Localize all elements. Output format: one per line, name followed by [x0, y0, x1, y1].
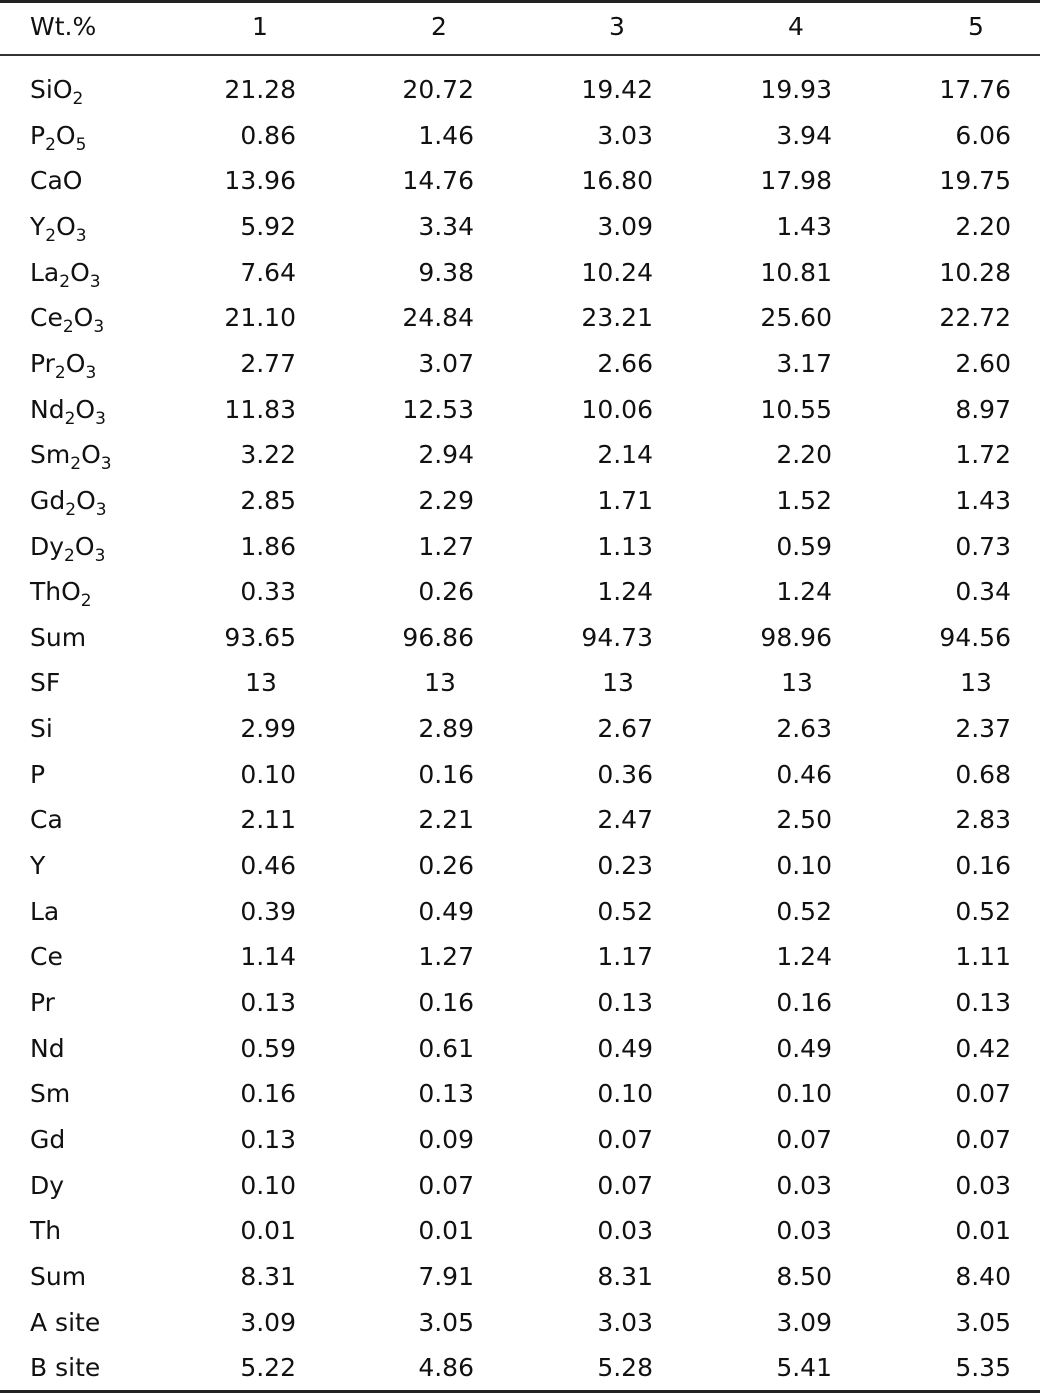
row-label [30, 569, 92, 614]
row-label [30, 113, 86, 158]
cell-col-3: 3.03 [597, 1307, 653, 1337]
cell-col-4: 3.09 [776, 1307, 832, 1337]
table-row [0, 843, 1040, 888]
cell-col-5: 19.75 [939, 166, 1011, 196]
label-text: Si [30, 714, 53, 744]
table-row [0, 204, 1040, 249]
cell-col-5: 0.73 [955, 531, 1011, 561]
table-row [0, 432, 1040, 477]
label-subscript: 3 [95, 408, 106, 429]
cell-col-3: 3.03 [597, 120, 653, 150]
row-label [30, 1163, 64, 1208]
cell-col-5: 13 [960, 668, 992, 698]
label-subscript: 2 [62, 317, 74, 338]
cell-col-5: 0.16 [955, 851, 1011, 881]
cell-col-5: 17.76 [939, 75, 1011, 104]
table-row [0, 889, 1040, 934]
cell-col-2: 0.07 [418, 1170, 474, 1200]
cell-col-1: 1.14 [240, 942, 296, 972]
label-subscript: 3 [94, 545, 106, 566]
cell-col-2: 0.26 [418, 577, 474, 607]
label-subscript: 3 [100, 454, 112, 475]
label-text: Dy [30, 1170, 65, 1200]
cell-col-2: 3.34 [418, 211, 474, 241]
row-label [30, 660, 60, 705]
cell-col-5: 2.60 [955, 348, 1011, 378]
cell-col-4: 10.81 [760, 257, 832, 287]
table-bottom-rule [0, 1390, 1040, 1393]
label-text: Sum [30, 622, 87, 652]
cell-col-3: 5.28 [597, 1353, 653, 1383]
table-row [0, 615, 1040, 660]
label-text: Ce [30, 303, 63, 333]
label-text: P [30, 120, 46, 150]
cell-col-5: 2.83 [955, 805, 1011, 835]
table-row [0, 706, 1040, 751]
cell-col-4: 0.10 [776, 1079, 832, 1109]
cell-col-2: 1.27 [418, 531, 474, 561]
cell-col-3: 0.03 [597, 1216, 653, 1246]
cell-col-5: 0.01 [955, 1216, 1011, 1246]
cell-col-5: 10.28 [939, 257, 1011, 287]
cell-col-2: 4.86 [418, 1353, 474, 1383]
table-row [0, 1117, 1040, 1162]
cell-col-1: 21.10 [224, 303, 296, 333]
label-text: ThO [30, 577, 81, 607]
label-subscript: 2 [64, 408, 76, 429]
label-text: Sm [30, 1079, 71, 1109]
cell-col-2: 24.84 [402, 303, 474, 333]
label-subscript: 2 [65, 499, 77, 520]
cell-col-1: 0.16 [240, 1079, 296, 1109]
cell-col-3: 0.36 [597, 759, 653, 789]
label-subscript: 3 [93, 317, 105, 338]
cell-col-2: 20.72 [402, 75, 474, 104]
row-label [30, 341, 96, 386]
table-row [0, 934, 1040, 979]
cell-col-1: 0.59 [240, 1033, 296, 1063]
cell-col-3: 0.13 [597, 988, 653, 1017]
cell-col-3: 0.07 [597, 1124, 653, 1154]
row-label [30, 1026, 65, 1071]
cell-col-4: 2.63 [776, 714, 832, 744]
cell-col-2: 3.07 [418, 348, 474, 378]
cell-col-4: 1.24 [776, 577, 832, 607]
label-text: Pr [30, 348, 55, 378]
cell-col-5: 0.42 [955, 1033, 1011, 1063]
label-text: O [76, 485, 96, 515]
cell-col-1: 13 [245, 668, 277, 698]
cell-col-1: 1.86 [240, 531, 296, 561]
row-label [30, 1345, 100, 1390]
cell-col-5: 22.72 [939, 303, 1011, 333]
cell-col-3: 1.71 [597, 485, 653, 515]
cell-col-1: 21.28 [224, 75, 296, 104]
label-subscript: 2 [70, 454, 82, 475]
cell-col-3: 10.24 [581, 257, 653, 287]
label-subscript: 2 [59, 271, 71, 292]
label-text: Nd [30, 1033, 65, 1063]
label-text: La [30, 257, 60, 287]
row-label [30, 706, 53, 751]
label-text: B site [30, 1353, 101, 1383]
cell-col-3: 1.13 [597, 531, 653, 561]
cell-col-2: 13 [424, 668, 456, 698]
cell-col-2: 96.86 [402, 622, 474, 652]
label-text: O [81, 440, 101, 470]
row-label [30, 980, 55, 1025]
header-rule [0, 54, 1040, 56]
cell-col-1: 93.65 [224, 622, 296, 652]
label-text: Ce [30, 942, 63, 972]
row-label [30, 934, 63, 979]
row-label [30, 158, 82, 203]
table-row [0, 158, 1040, 203]
label-subscript: 3 [95, 499, 107, 520]
cell-col-5: 1.43 [955, 485, 1011, 515]
cell-col-1: 0.13 [240, 1124, 296, 1154]
cell-col-4: 2.20 [776, 440, 832, 470]
table-row [0, 1300, 1040, 1345]
table-row [0, 387, 1040, 432]
row-label [30, 432, 112, 477]
cell-col-1: 2.77 [240, 348, 296, 378]
header-col-2: 2 [431, 12, 447, 41]
cell-col-5: 0.34 [955, 577, 1011, 607]
label-text: Dy [30, 531, 65, 561]
cell-col-3: 13 [602, 668, 634, 698]
row-label [30, 1300, 100, 1345]
cell-col-4: 0.03 [776, 1216, 832, 1246]
cell-col-2: 7.91 [418, 1261, 474, 1291]
table-row [0, 797, 1040, 842]
label-text: CaO [30, 166, 83, 196]
header-col-5: 5 [968, 12, 984, 41]
table-row [0, 67, 1040, 112]
cell-col-4: 98.96 [760, 622, 832, 652]
cell-col-1: 13.96 [224, 166, 296, 196]
header-col-4: 4 [788, 12, 804, 41]
cell-col-1: 0.13 [240, 988, 296, 1017]
row-label [30, 250, 101, 295]
header-label: Wt.% [30, 12, 97, 41]
row-label [30, 797, 63, 842]
cell-col-5: 5.35 [955, 1353, 1011, 1383]
row-label [30, 478, 107, 523]
header-col-1: 1 [252, 12, 268, 41]
row-label [30, 524, 105, 569]
table-row [0, 1254, 1040, 1299]
cell-col-4: 17.98 [760, 166, 832, 196]
cell-col-3: 2.14 [597, 440, 653, 470]
cell-col-4: 0.49 [776, 1033, 832, 1063]
label-text: Y [30, 211, 46, 241]
table-row [0, 1026, 1040, 1071]
cell-col-1: 2.85 [240, 485, 296, 515]
cell-col-3: 0.10 [597, 1079, 653, 1109]
cell-col-3: 0.23 [597, 851, 653, 881]
table-row [0, 341, 1040, 386]
cell-col-4: 0.46 [776, 759, 832, 789]
cell-col-5: 3.05 [955, 1307, 1011, 1337]
label-text: O [75, 394, 96, 424]
cell-col-4: 19.93 [760, 75, 832, 104]
row-label [30, 67, 83, 112]
cell-col-3: 94.73 [581, 622, 653, 652]
label-text: Th [30, 1216, 62, 1246]
label-text: Sum [30, 1261, 87, 1291]
cell-col-2: 14.76 [402, 166, 474, 196]
cell-col-1: 7.64 [240, 257, 296, 287]
cell-col-2: 1.27 [418, 942, 474, 972]
label-text: Ca [30, 805, 63, 835]
row-label [30, 387, 106, 432]
label-subscript: 5 [75, 134, 87, 155]
cell-col-3: 2.47 [597, 805, 653, 835]
table-row [0, 1163, 1040, 1208]
label-text: P [30, 759, 46, 789]
cell-col-3: 3.09 [597, 211, 653, 241]
cell-col-5: 94.56 [939, 622, 1011, 652]
cell-col-3: 1.17 [597, 942, 653, 972]
label-text: O [73, 303, 94, 333]
label-subscript: 2 [45, 225, 57, 246]
cell-col-1: 5.22 [240, 1353, 296, 1383]
label-text: Gd [30, 1124, 66, 1154]
cell-col-2: 0.01 [418, 1216, 474, 1246]
cell-col-4: 3.17 [776, 348, 832, 378]
label-text: O [65, 348, 86, 378]
cell-col-5: 0.68 [955, 759, 1011, 789]
label-subscript: 2 [72, 89, 84, 109]
cell-col-5: 2.20 [955, 211, 1011, 241]
cell-col-2: 2.89 [418, 714, 474, 744]
table-row [0, 1345, 1040, 1390]
cell-col-1: 2.99 [240, 714, 296, 744]
label-text: O [70, 257, 90, 287]
label-text: O [74, 531, 95, 561]
cell-col-4: 10.55 [760, 394, 832, 424]
label-subscript: 2 [64, 545, 75, 566]
label-text: La [30, 896, 60, 926]
row-label [30, 1208, 61, 1253]
cell-col-5: 6.06 [955, 120, 1011, 150]
cell-col-2: 2.21 [418, 805, 474, 835]
row-label [30, 295, 104, 340]
cell-col-2: 2.29 [418, 485, 474, 515]
cell-col-3: 8.31 [597, 1261, 653, 1291]
row-label [30, 1254, 86, 1299]
cell-col-5: 0.52 [955, 896, 1011, 926]
cell-col-2: 0.09 [418, 1124, 474, 1154]
cell-col-2: 0.16 [418, 759, 474, 789]
cell-col-3: 0.52 [597, 896, 653, 926]
cell-col-1: 2.11 [240, 805, 296, 835]
cell-col-1: 0.01 [240, 1216, 296, 1246]
label-subscript: 2 [54, 362, 66, 383]
label-subscript: 2 [80, 591, 92, 612]
cell-col-4: 3.94 [776, 120, 832, 150]
cell-col-4: 0.10 [776, 851, 832, 881]
cell-col-2: 0.61 [418, 1033, 474, 1063]
cell-col-2: 2.94 [418, 440, 474, 470]
cell-col-3: 19.42 [581, 75, 653, 104]
cell-col-3: 23.21 [581, 303, 653, 333]
table-row [0, 113, 1040, 158]
label-text: Y [30, 851, 46, 881]
label-text: SiO [30, 75, 73, 104]
cell-col-5: 0.07 [955, 1079, 1011, 1109]
cell-col-5: 0.03 [955, 1170, 1011, 1200]
table-row [0, 660, 1040, 705]
cell-col-4: 0.07 [776, 1124, 832, 1154]
cell-col-5: 2.37 [955, 714, 1011, 744]
cell-col-1: 0.10 [240, 1170, 296, 1200]
cell-col-1: 0.10 [240, 759, 296, 789]
row-label [30, 843, 45, 888]
table-row [0, 752, 1040, 797]
cell-col-1: 3.22 [240, 440, 296, 470]
cell-col-4: 0.03 [776, 1170, 832, 1200]
cell-col-4: 0.16 [776, 988, 832, 1017]
cell-col-5: 8.40 [955, 1261, 1011, 1291]
label-text: Gd [30, 485, 66, 515]
table-row [0, 569, 1040, 614]
label-subscript: 3 [75, 225, 87, 246]
label-subscript: 3 [85, 362, 97, 383]
label-text: Nd [30, 394, 65, 424]
cell-col-5: 1.72 [955, 440, 1011, 470]
cell-col-5: 1.11 [955, 942, 1011, 972]
cell-col-3: 2.66 [597, 348, 653, 378]
cell-col-3: 2.67 [597, 714, 653, 744]
cell-col-4: 1.43 [776, 211, 832, 241]
cell-col-1: 5.92 [240, 211, 296, 241]
cell-col-4: 13 [781, 668, 813, 698]
cell-col-2: 1.46 [418, 120, 474, 150]
cell-col-1: 0.39 [240, 896, 296, 926]
cell-col-4: 1.24 [776, 942, 832, 972]
label-subscript: 2 [45, 134, 56, 155]
cell-col-1: 0.46 [240, 851, 296, 881]
label-text: Pr [30, 988, 55, 1017]
cell-col-2: 12.53 [402, 394, 474, 424]
cell-col-4: 25.60 [760, 303, 832, 333]
row-label [30, 752, 45, 797]
cell-col-4: 1.52 [776, 485, 832, 515]
cell-col-4: 0.52 [776, 896, 832, 926]
cell-col-1: 0.86 [240, 120, 296, 150]
cell-col-1: 11.83 [224, 394, 296, 424]
cell-col-4: 0.59 [776, 531, 832, 561]
label-text: Sm [30, 440, 71, 470]
row-label [30, 615, 86, 660]
cell-col-5: 8.97 [955, 394, 1011, 424]
label-subscript: 3 [89, 271, 101, 292]
cell-col-1: 0.33 [240, 577, 296, 607]
row-label [30, 204, 87, 249]
cell-col-5: 0.07 [955, 1124, 1011, 1154]
cell-col-3: 1.24 [597, 577, 653, 607]
row-label [30, 1071, 70, 1116]
cell-col-1: 3.09 [240, 1307, 296, 1337]
cell-col-2: 0.16 [418, 988, 474, 1017]
table-row [0, 524, 1040, 569]
cell-col-4: 2.50 [776, 805, 832, 835]
row-label [30, 1117, 65, 1162]
cell-col-1: 8.31 [240, 1261, 296, 1291]
table-top-rule [0, 0, 1040, 3]
table-row [0, 1071, 1040, 1116]
row-label [30, 889, 59, 934]
table-row [0, 478, 1040, 523]
header-col-3: 3 [609, 12, 625, 41]
cell-col-5: 0.13 [955, 988, 1011, 1017]
cell-col-2: 0.13 [418, 1079, 474, 1109]
label-text: O [55, 120, 76, 150]
cell-col-3: 16.80 [581, 166, 653, 196]
table-row [0, 295, 1040, 340]
label-text: O [56, 211, 76, 241]
cell-col-4: 5.41 [776, 1353, 832, 1383]
cell-col-2: 0.49 [418, 896, 474, 926]
cell-col-2: 9.38 [418, 257, 474, 287]
cell-col-3: 10.06 [581, 394, 653, 424]
table-row [0, 250, 1040, 295]
label-text: SF [30, 668, 61, 698]
label-text: A site [30, 1307, 101, 1337]
cell-col-3: 0.07 [597, 1170, 653, 1200]
table-row [0, 980, 1040, 1025]
cell-col-4: 8.50 [776, 1261, 832, 1291]
cell-col-3: 0.49 [597, 1033, 653, 1063]
table-row [0, 1208, 1040, 1253]
cell-col-2: 0.26 [418, 851, 474, 881]
cell-col-2: 3.05 [418, 1307, 474, 1337]
